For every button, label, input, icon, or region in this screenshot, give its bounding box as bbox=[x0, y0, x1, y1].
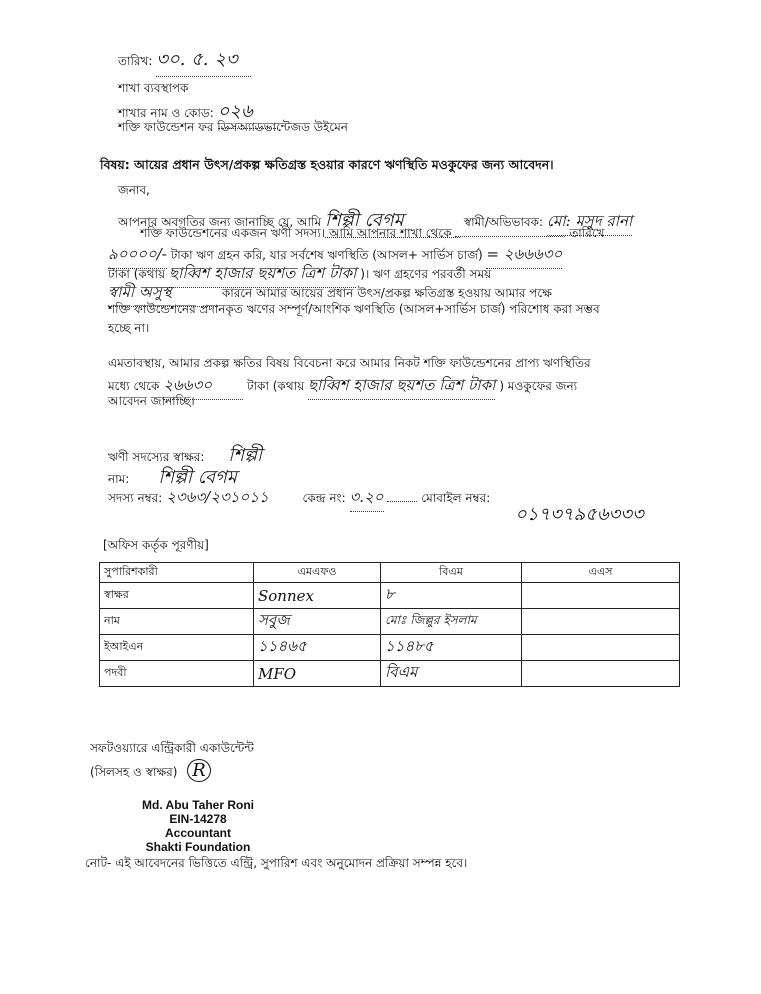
member-id-label: সদস্য নম্বর: bbox=[108, 491, 163, 505]
mfo-ein: ১১৪৬৫ bbox=[254, 635, 381, 661]
table-row bbox=[100, 635, 680, 661]
para2-text-4: ) মওকুফের জন্য bbox=[499, 379, 578, 393]
table-header: বিএম bbox=[381, 563, 522, 583]
as-name bbox=[522, 609, 680, 635]
guardian-handwritten: মো: মসুদ রানা bbox=[547, 210, 632, 236]
accountant-title: সফটওয়্যারে এন্ট্রিকারী একাউন্টেন্ট bbox=[90, 741, 254, 755]
mfo-designation: MFO bbox=[254, 661, 381, 687]
as-signature bbox=[522, 583, 680, 609]
loan-amount-handwritten: ৯০০০০/- bbox=[108, 243, 167, 269]
para1-text-6: টাকা (কথায় bbox=[108, 267, 166, 281]
row-label: স্বাক্ষর bbox=[100, 583, 254, 609]
para2-text-2: মধ্যে থেকে bbox=[108, 379, 160, 393]
para2-text-3: টাকা (কথায় bbox=[247, 379, 305, 393]
reason-handwritten: স্বামী অসুস্থ bbox=[108, 281, 218, 307]
para1-text-7: )। ঋণ গ্রহণের পরবর্তী সময় bbox=[360, 267, 492, 281]
accountant-signature: R bbox=[187, 759, 211, 782]
bm-ein: ১১৪৮৫ bbox=[381, 635, 522, 661]
member-name-value: শিল্পী বেগম bbox=[158, 467, 237, 488]
table-row bbox=[100, 661, 680, 687]
para1-line6: শক্তি ফাউন্ডেশনের প্রদানকৃত ঋণের সম্পূর্ণ/আংশিক ঋণস্থিতি (আসল+সার্ভিস চার্জ) পরিশোধ করা সম্ভব bbox=[108, 302, 600, 316]
center-label: কেন্দ্র নং: bbox=[302, 491, 346, 505]
member-name-handwritten: শিল্পী বেগম bbox=[325, 206, 460, 238]
footer-note: নোট- এই আবেদনের ভিত্তিতে এন্ট্রি, সুপারিশ এবং অনুমোদন প্রক্রিয়া সম্পন্ন হবে। bbox=[85, 856, 468, 870]
member-signature-label: ঋণী সদস্যের স্বাক্ষর: bbox=[108, 450, 205, 464]
table-header: এএস bbox=[522, 563, 680, 583]
branch-label: শাখার নাম ও কোড: bbox=[118, 106, 214, 120]
table-header: এমএফও bbox=[254, 563, 381, 583]
para2-line1: এমতাবস্থায়, আমার প্রকল্প ক্ষতির বিষয় বিবেচনা করে আমার নিকট শক্তি ফাউন্ডেশনের প্রাপ্য ঋণস্থিতির bbox=[108, 356, 591, 370]
para1-text-4: তারিখে bbox=[569, 226, 605, 240]
balance-words-handwritten: ছাব্বিশ হাজার ছয়শত ত্রিশ টাকা bbox=[169, 262, 357, 288]
waiver-words-handwritten: ছাব্বিশ হাজার ছয়শত ত্রিশ টাকা bbox=[308, 374, 496, 400]
accountant-ein: EIN-14278 bbox=[169, 812, 227, 826]
branch-code: ০২৬ bbox=[218, 97, 278, 129]
table-header-row bbox=[100, 563, 680, 583]
date-row bbox=[118, 45, 251, 77]
row-label: পদবী bbox=[100, 661, 254, 687]
office-use-note: [অফিস কর্তৃক পূরণীয়] bbox=[103, 538, 209, 552]
para1-text-5: টাকা ঋণ গ্রহন করি, যার সর্বশেষ ঋণস্থিতি (আসল+ সার্ভিস চার্জ) bbox=[170, 248, 483, 262]
para1-text-1: আপনার অবগতির জন্য জানাচ্ছি যে, আমি bbox=[118, 215, 322, 229]
accountant-stamp bbox=[118, 798, 278, 854]
row-label: ইআইএন bbox=[100, 635, 254, 661]
recipient-title: শাখা ব্যবস্থাপক bbox=[118, 81, 189, 95]
accountant-name: Md. Abu Taher Roni bbox=[142, 798, 254, 812]
member-id-value: ২৩৬৩/২৩১০১১ bbox=[166, 488, 269, 506]
subject-line: বিষয়: আয়ের প্রধান উৎস/প্রকল্প ক্ষতিগ্রস্ত হওয়ার কারণে ঋণস্থিতি মওকুফের জন্য আবেদন। bbox=[100, 157, 554, 172]
waiver-amount-handwritten: ২৬৬৩০ bbox=[163, 374, 243, 400]
accountant-organization: Shakti Foundation bbox=[145, 840, 251, 854]
as-ein bbox=[522, 635, 680, 661]
bm-designation: বিএম bbox=[381, 661, 522, 687]
para1-text-2: স্বামী/অভিভাবক: bbox=[463, 215, 544, 229]
para1-line7: হচ্ছে না। bbox=[108, 321, 150, 335]
member-id-row bbox=[108, 486, 490, 512]
mfo-signature: Sonnex bbox=[254, 583, 381, 609]
balance-handwritten: = ২৬৬৬৩০ bbox=[486, 243, 562, 269]
member-signature: শিল্পী bbox=[228, 445, 263, 466]
bm-signature: ৮ bbox=[381, 583, 522, 609]
mobile-value: ০১৭৩৭৯৫৬৩৩৩ bbox=[515, 504, 644, 525]
para2-line3: আবেদন জানাচ্ছি। bbox=[108, 394, 195, 408]
center-value: ৩.২০ bbox=[350, 486, 384, 512]
mfo-name: সবুজ bbox=[254, 609, 381, 635]
accountant-designation: Accountant bbox=[165, 826, 231, 840]
mobile-label: মোবাইল নম্বর: bbox=[421, 491, 491, 505]
organization-name: শক্তি ফাউন্ডেশন ফর ডিসঅ্যাডভান্টেজড উইমেন bbox=[118, 120, 348, 134]
salutation: জনাব, bbox=[118, 183, 150, 197]
row-label: নাম bbox=[100, 609, 254, 635]
as-designation bbox=[522, 661, 680, 687]
table-row bbox=[100, 583, 680, 609]
date-value: ৩০. ৫. ২৩ bbox=[156, 45, 251, 77]
table-row bbox=[100, 609, 680, 635]
bm-name: মোঃ জিল্লুর ইসলাম bbox=[381, 609, 522, 635]
date-label: তারিখ: bbox=[118, 54, 153, 68]
branch-blank bbox=[455, 236, 565, 237]
center-blank bbox=[387, 501, 417, 502]
para1-text-3: শক্তি ফাউন্ডেশনের একজন ঋণী সদস্য। আমি আপনার শাখা থেকে bbox=[140, 226, 452, 240]
table-header: সুপারিশকারী bbox=[100, 563, 254, 583]
accountant-seal-label: (সিলসহ ও স্বাক্ষর) bbox=[90, 765, 178, 779]
para1-line2 bbox=[140, 225, 605, 245]
member-name-label: নাম: bbox=[108, 472, 130, 486]
accountant-seal-row bbox=[90, 760, 211, 784]
recommendation-table bbox=[99, 562, 680, 687]
para1-text-8: কারনে আমার আয়ের প্রধান উৎস/প্রকল্প ক্ষতিগ্রস্ত হওয়ায় আমার পক্ষে bbox=[221, 286, 552, 300]
